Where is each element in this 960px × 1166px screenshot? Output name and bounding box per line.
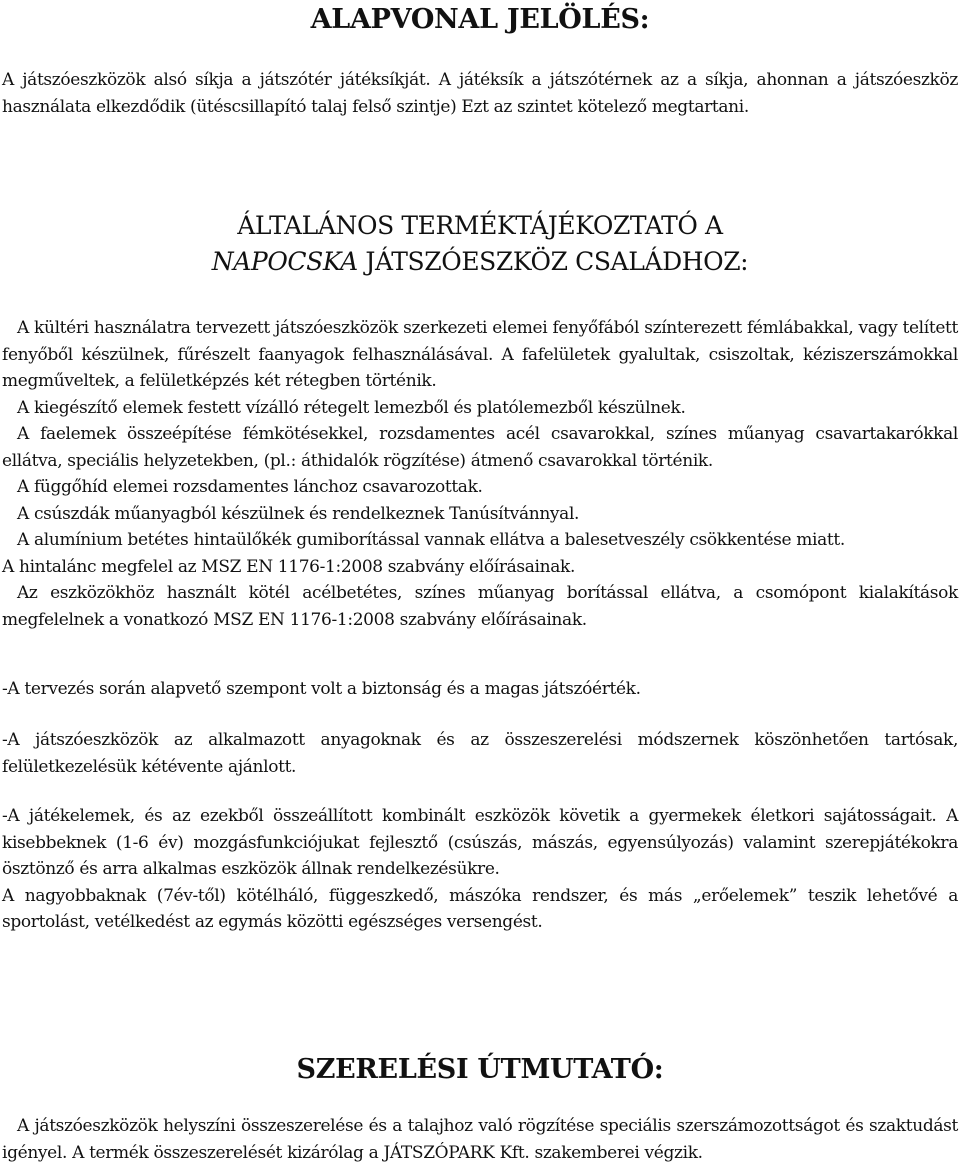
heading-line-1: ÁLTALÁNOS TERMÉKTÁJÉKOZTATÓ A [237, 211, 723, 240]
durability-note: -A játszóeszközök az alkalmazott anyagoknak és az összeszerelési módszernek köszönhetően tartósak, felületkezelésük kétévente ajánlott. [2, 730, 958, 777]
info-paragraph: A faelemek összeépítése fémkötésekkel, rozsdamentes acél csavarokkal, színes műanyag csavartakarókkal ellátva, speciális helyzetekben, (pl.: áthidalók rögzítése) átmenő csavarokkal történik. [2, 424, 958, 471]
age-paragraph: -A játékelemek, és az ezekből összeállított kombinált eszközök követik a gyermekek életkori sajátosságait. A kisebbeknek (1-6 év) mozgásfunkciójukat fejlesztő (csúszás, mászás, egyensúlyozás) valamint szerepjátékokra ösztönző és arra alkalmas eszközök állnak rendelkezésükre. [2, 806, 958, 879]
product-info-body [2, 315, 958, 633]
age-paragraph: A nagyobbaknak (7év-től) kötélháló, függeszkedő, mászóka rendszer, és más „erőelemek” teszik lehetővé a sportolást, vetélkedést az egymás közötti egészséges versengést. [2, 885, 958, 932]
info-paragraph: A függőhíd elemei rozsdamentes lánchoz csavarozottak. [17, 477, 483, 497]
info-paragraph: Az eszközökhöz használt kötél acélbetétes, színes műanyag borítással ellátva, a csomópont kialakítások megfelelnek a vonatkozó MSZ EN 1176-1:2008 szabvány előírásainak. [2, 583, 958, 630]
info-paragraph: A kiegészítő elemek festett vízálló rétegelt lemezből és platólemezből készülnek. [17, 397, 686, 418]
info-paragraph: A csúszdák műanyagból készülnek és rendelkeznek Tanúsítvánnyal. [17, 503, 580, 524]
section-heading-szerelesi: SZERELÉSI ÚTMUTATÓ: [296, 1054, 664, 1085]
info-paragraph: A kültéri használatra tervezett játszóeszközök szerkezeti elemei fenyőfából színterezett fémlábakkal, vagy telített fenyőből készülnek, fűrészelt faanyagok felhasználásával. A fafelületek gyalultak, csiszoltak, kéziszerszámokkal megműveltek, a felületképzés két rétegben történik. [2, 318, 958, 391]
section-heading-termektajekoztato [0, 208, 960, 280]
design-note: -A tervezés során alapvető szempont volt a biztonság és a magas játszóérték. [2, 679, 641, 699]
age-group-body [2, 803, 958, 936]
alapvonal-paragraph: A játszóeszközök alsó síkja a játszótér játéksíkját. A játéksík a játszótérnek az a síkja, ahonnan a játszóeszköz használata elkezdődik (ütéscsillapító talaj felső szintje) Ezt az szintet kötelező megtartani. [2, 70, 958, 117]
info-paragraph: A alumínium betétes hintaülőkék gumiborítással vannak ellátva a balesetveszély csökkentése miatt. [17, 530, 845, 550]
info-paragraph: A hintalánc megfelel az MSZ EN 1176-1:2008 szabvány előírásainak. [2, 556, 576, 577]
product-family-name: NAPOCSKA [211, 247, 358, 276]
section-heading-alapvonal: ALAPVONAL JELÖLÉS: [310, 4, 650, 35]
heading-line-2: JÁTSZÓESZKÖZ CSALÁDHOZ: [357, 247, 749, 276]
assembly-paragraph: A játszóeszközök helyszíni összeszerelése és a talajhoz való rögzítése speciális szerszámozottságot és szaktudást igényel. A termék összeszerelését kizárólag a JÁTSZÓPARK Kft. szakemberei végzik. [2, 1116, 958, 1163]
